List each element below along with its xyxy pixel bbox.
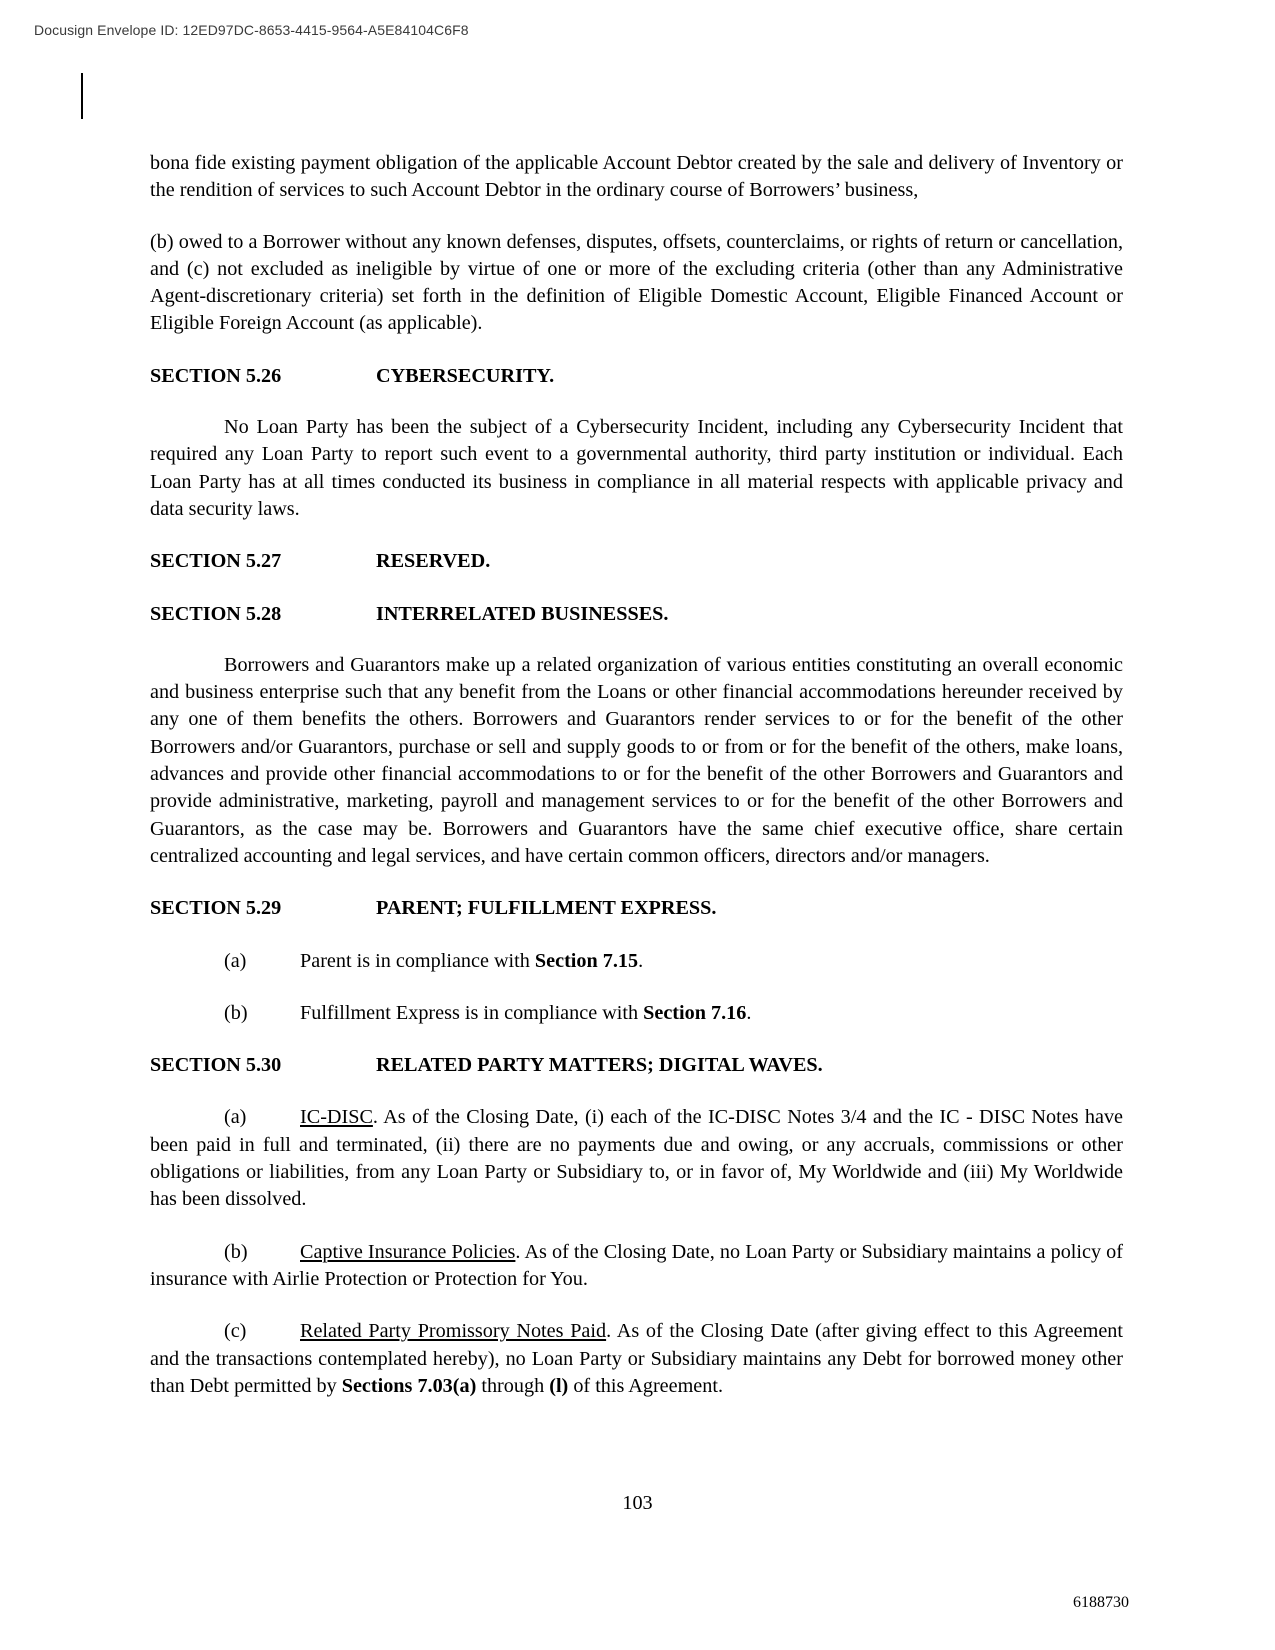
item-label: (a) (224, 1106, 247, 1129)
item-text: Parent is in compliance with (300, 949, 535, 972)
criteria-paragraph: (b) owed to a Borrower without any known defenses, disputes, offsets, counterclaims, or rights of return or cancellation, and (c) not excluded as ineligible by virtue of one or more of the excluding criteria (other than any Administrative Agent-discretionary criteria) set forth in the definition of Eligible Domestic Account, Eligible Financed Account or Eligible Foreign Account (as applicable). (150, 230, 1123, 335)
item-text: Fulfillment Express is in compliance with (300, 1001, 644, 1024)
section-title: PARENT; FULFILLMENT EXPRESS. (376, 897, 717, 920)
section-reference: Sections 7.03(a) (341, 1374, 477, 1397)
item-text: . As of the Closing Date, no Loan Party or Subsidiary maintains a policy of insurance with Airlie Protection or Protection for You. (150, 1240, 1123, 1290)
section-title: RELATED PARTY MATTERS; DIGITAL WAVES. (376, 1054, 823, 1077)
section-reference: Section 7.16 (643, 1001, 747, 1024)
section-5-29-item-b (150, 1000, 1123, 1027)
section-heading-5-28 (150, 601, 1123, 628)
section-number: SECTION 5.26 (150, 364, 282, 387)
section-reference: (l) (549, 1374, 569, 1397)
section-heading-5-29 (150, 895, 1123, 922)
document-number: 6188730 (1073, 1594, 1129, 1611)
section-number: SECTION 5.29 (150, 897, 282, 920)
item-heading: Related Party Promissory Notes Paid (300, 1320, 607, 1343)
item-label: (b) (224, 1240, 248, 1263)
item-heading: Captive Insurance Policies (300, 1240, 516, 1263)
section-title: INTERRELATED BUSINESSES. (376, 602, 669, 625)
continued-paragraph: bona fide existing payment obligation of the applicable Account Debtor created by the sale and delivery of Inventory or the rendition of services to such Account Debtor in the ordinary course of Borrowers’ business, (150, 152, 1123, 202)
section-5-30-item-c (150, 1318, 1123, 1400)
section-number: SECTION 5.27 (150, 550, 282, 573)
section-5-26-body: No Loan Party has been the subject of a Cybersecurity Incident, including any Cybersecurity Incident that required any Loan Party to report such event to a governmental authority, third party institution or individual. Each Loan Party has at all times conducted its business in compliance in all material respects with applicable privacy and data security laws. (150, 416, 1123, 520)
docusign-envelope-id: Docusign Envelope ID: 12ED97DC-8653-4415-9564-A5E84104C6F8 (34, 22, 469, 38)
item-end: . (638, 949, 644, 972)
section-number: SECTION 5.28 (150, 602, 282, 625)
item-end: . (746, 1001, 752, 1024)
item-mid: through (476, 1374, 550, 1397)
item-text: . As of the Closing Date (after giving effect to this Agreement and the transactions contemplated hereby), no Loan Party or Subsidiary maintains any Debt for borrowed money other than Debt permitted by (150, 1320, 1123, 1397)
item-label: (a) (224, 949, 247, 972)
section-5-30-item-b (150, 1239, 1123, 1294)
item-label: (c) (224, 1320, 247, 1343)
item-text: . As of the Closing Date, (i) each of the IC-DISC Notes 3/4 and the IC - DISC Notes have been paid in full and terminated, (ii) there are no payments due and owing, or any accruals, commissions or other obligations or liabilities, from any Loan Party or Subsidiary to, or in favor of, My Worldwide and (iii) My Worldwide has been dissolved. (150, 1106, 1123, 1211)
section-title: CYBERSECURITY. (376, 364, 555, 387)
revision-bar (81, 73, 83, 119)
section-reference: Section 7.15 (534, 949, 639, 972)
item-end: of this Agreement. (568, 1374, 724, 1397)
section-5-28-body: Borrowers and Guarantors make up a related organization of various entities constituting an overall economic and business enterprise such that any benefit from the Loans or other financial accommodations hereunder received by any one of them benefits the others. Borrowers and Guarantors render services to or for the benefit of the other Borrowers and/or Guarantors, purchase or sell and supply goods to or from or for the benefit of the others, make loans, advances and provide other financial accommodations to or for the benefit of the other Borrowers and Guarantors and provide administrative, marketing, payroll and management services to or for the benefit of the other Borrowers and Guarantors, as the case may be. Borrowers and Guarantors have the same chief executive office, share certain centralized accounting and legal services, and have certain common officers, directors and/or managers. (150, 653, 1123, 867)
section-heading-5-30 (150, 1052, 1123, 1079)
section-5-30-item-a (150, 1104, 1123, 1213)
section-title: RESERVED. (376, 550, 491, 573)
section-heading-5-27 (150, 548, 1123, 575)
page-number: 103 (622, 1492, 653, 1514)
section-heading-5-26 (150, 363, 1123, 390)
page-body (150, 150, 1123, 1400)
section-number: SECTION 5.30 (150, 1054, 282, 1077)
section-5-29-item-a (150, 948, 1123, 975)
item-heading: IC-DISC (300, 1106, 373, 1129)
item-label: (b) (224, 1001, 248, 1024)
